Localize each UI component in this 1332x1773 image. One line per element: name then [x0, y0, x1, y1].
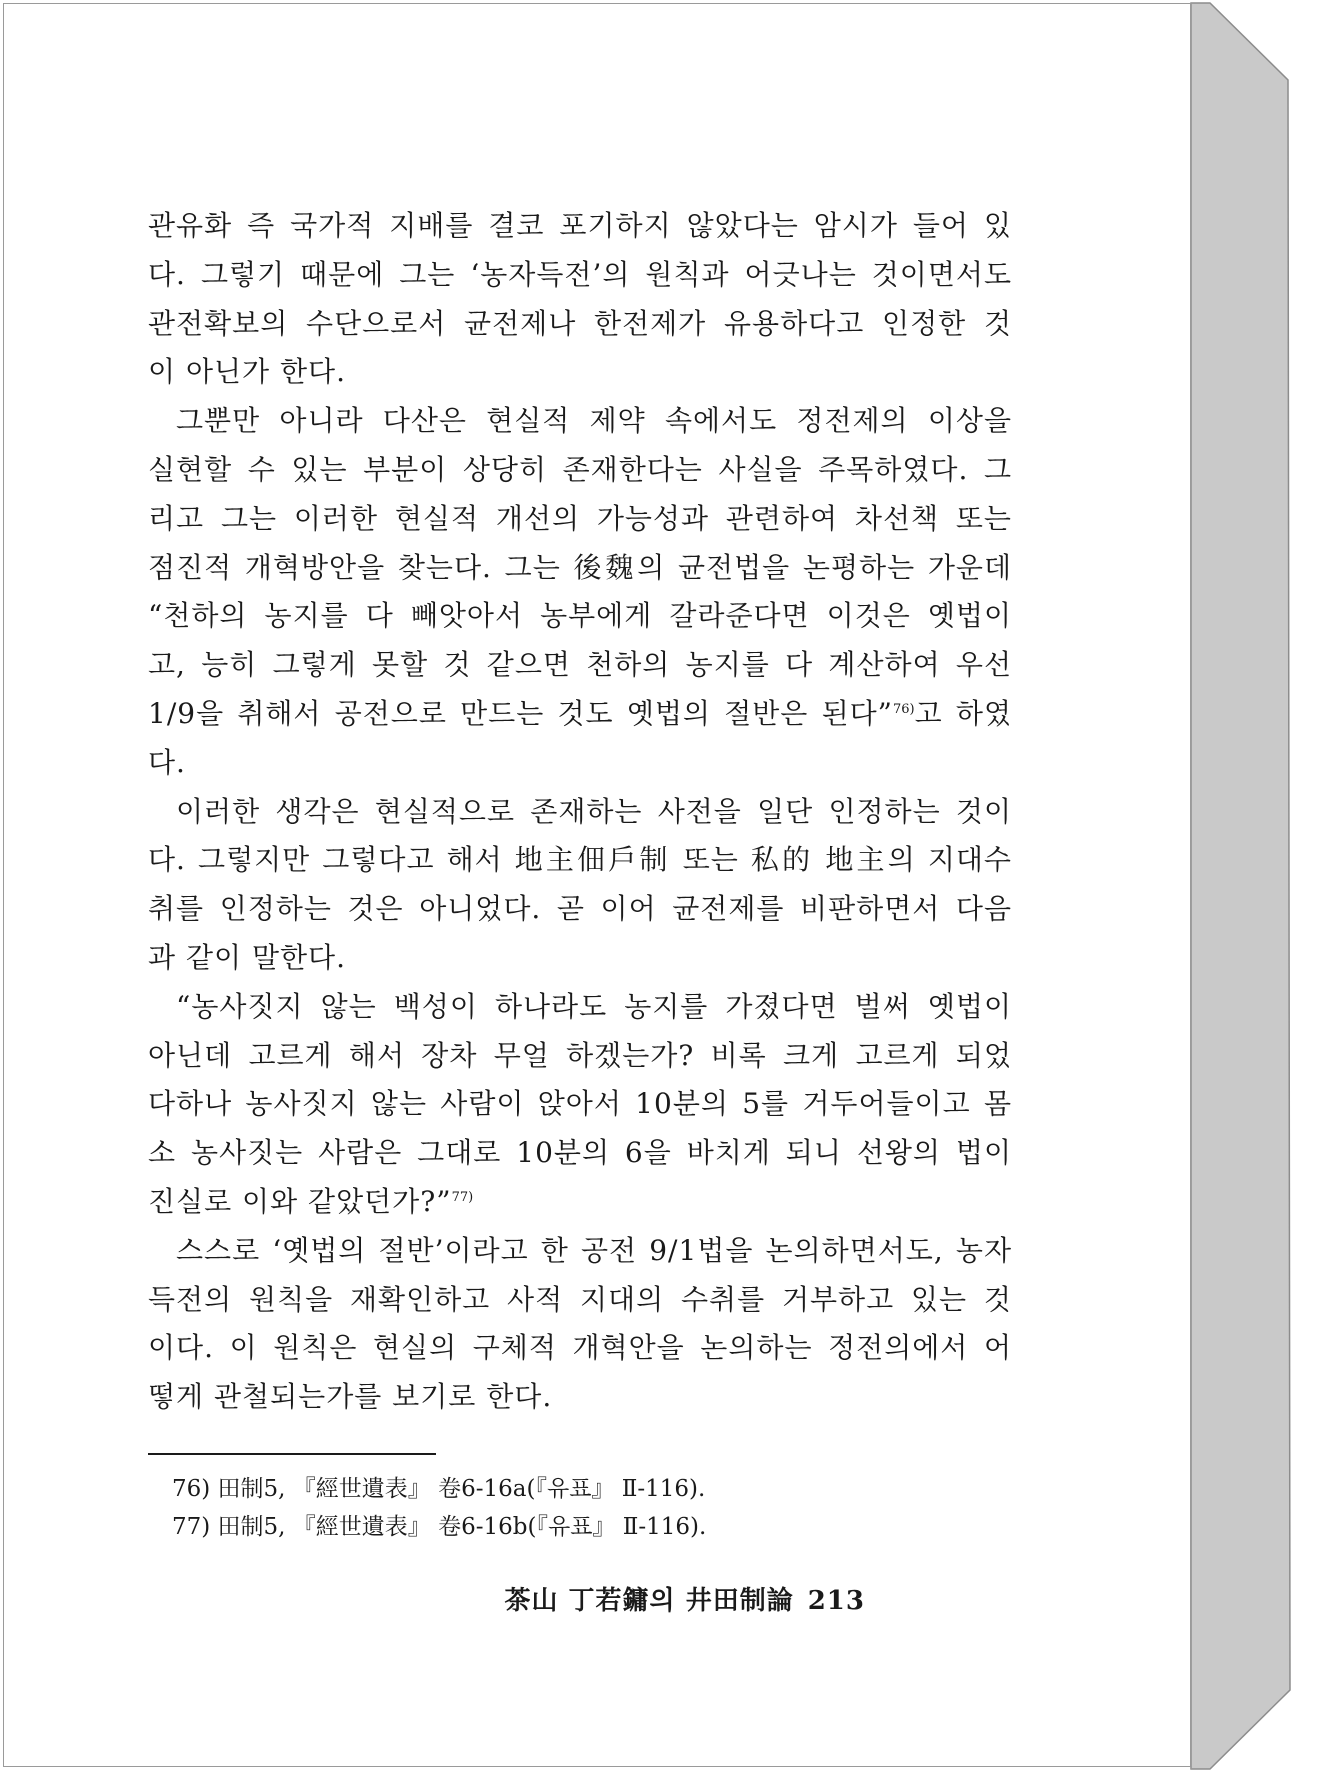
text-line: 이 아닌가 한다. — [148, 355, 346, 389]
footnote-ref-77[interactable]: 77) — [451, 1189, 474, 1205]
text-line: 다하나 농사짓지 않는 사람이 앉아서 10분의 5를 거두어들이고 몸 — [148, 1087, 1012, 1121]
footnote-76: 76) 田制5, 『經世遺表』 卷6-16a(『유표』 Ⅱ-116). — [172, 1476, 706, 1502]
text-line: 실현할 수 있는 부분이 상당히 존재한다는 사실을 주목하였다. 그 — [148, 452, 1012, 486]
text-line-with-ref — [148, 1178, 1012, 1227]
footnote-77: 77) 田制5, 『經世遺表』 卷6-16b(『유표』 Ⅱ-116). — [172, 1514, 707, 1540]
running-footer — [504, 1580, 865, 1617]
text-line: 이다. 이 원칙은 현실의 구체적 개혁안을 논의하는 정전의에서 어 — [148, 1331, 1012, 1365]
text-line: 그뿐만 아니라 다산은 현실적 제약 속에서도 정전제의 이상을 — [176, 404, 1012, 438]
text-line: 다. — [148, 745, 186, 779]
text-segment: 1/9을 취해서 공전으로 만드는 것도 옛법의 절반은 된다” — [148, 696, 893, 730]
text-line: 관유화 즉 국가적 지배를 결코 포기하지 않았다는 암시가 들어 있 — [148, 209, 1012, 242]
text-line: “농사짓지 않는 백성이 하나라도 농지를 가졌다면 벌써 옛법이 — [176, 989, 1012, 1023]
text-line: “천하의 농지를 다 빼앗아서 농부에게 갈라준다면 이것은 옛법이 — [148, 599, 1012, 633]
text-line: 스스로 ‘옛법의 절반’이라고 한 공전 9/1법을 논의하면서도, 농자 — [176, 1233, 1012, 1267]
footnote-divider — [148, 1453, 436, 1455]
text-line: 소 농사짓는 사람은 그대로 10분의 6을 바치게 되니 선왕의 법이 — [148, 1136, 1012, 1170]
text-segment: 고 하였 — [914, 696, 1012, 730]
text-line: 이러한 생각은 현실적으로 존재하는 사전을 일단 인정하는 것이 — [176, 794, 1012, 828]
footnotes — [172, 1470, 706, 1546]
text-line: 아닌데 고르게 해서 장차 무얼 하겠는가? 비록 크게 고르게 되었 — [148, 1038, 1012, 1072]
text-line: 리고 그는 이러한 현실적 개선의 가능성과 관련하여 차선책 또는 — [148, 501, 1012, 535]
text-line: 점진적 개혁방안을 찾는다. 그는 後魏의 균전법을 논평하는 가운데 — [148, 550, 1012, 584]
page-number: 213 — [807, 1586, 865, 1616]
text-line: 다. 그렇지만 그렇다고 해서 地主佃戶制 또는 私的 地主의 지대수 — [148, 843, 1012, 877]
text-line: 득전의 원칙을 재확인하고 사적 지대의 수취를 거부하고 있는 것 — [148, 1282, 1012, 1316]
running-title: 茶山 丁若鏞의 井田制論 — [504, 1586, 794, 1616]
footnote-ref-76[interactable]: 76) — [893, 701, 915, 717]
book-page — [3, 3, 1191, 1767]
text-segment: 진실로 이와 같았던가?” — [148, 1184, 452, 1218]
text-line: 다. 그렇기 때문에 그는 ‘농자득전’의 원칙과 어긋나는 것이면서도 — [148, 257, 1012, 291]
text-line-with-ref — [148, 690, 1012, 739]
body-text — [148, 202, 1012, 1422]
text-line: 취를 인정하는 것은 아니었다. 곧 이어 균전제를 비판하면서 다음 — [148, 892, 1012, 926]
text-line: 과 같이 말한다. — [148, 940, 346, 974]
text-line: 고, 능히 그렇게 못할 것 같으면 천하의 농지를 다 계산하여 우선 — [148, 648, 1012, 682]
text-line: 떻게 관철되는가를 보기로 한다. — [148, 1380, 553, 1414]
text-line: 관전확보의 수단으로서 균전제나 한전제가 유용하다고 인정한 것 — [148, 306, 1012, 340]
